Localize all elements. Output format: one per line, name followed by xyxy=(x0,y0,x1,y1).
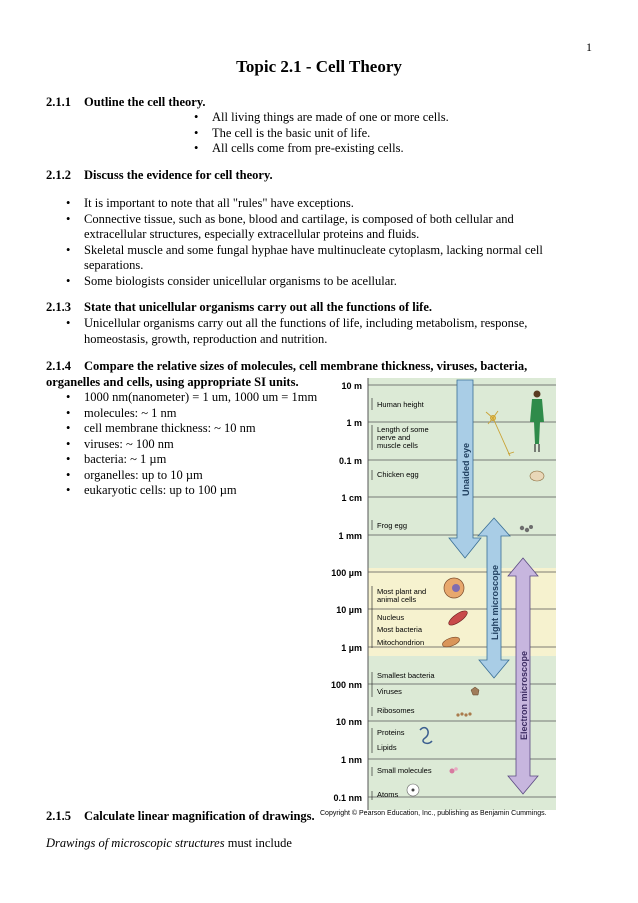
section-number: 2.1.3 xyxy=(46,300,71,314)
item-label: muscle cells xyxy=(377,441,418,450)
cell-theory-list xyxy=(190,110,510,157)
page-title: Topic 2.1 - Cell Theory xyxy=(236,57,402,76)
scale-label: 1 cm xyxy=(341,493,362,503)
scale-label: 10 nm xyxy=(335,717,362,727)
item-label: Human height xyxy=(377,400,424,409)
list-item: • Skeletal muscle and some fungal hyphae have multinucleate cytoplasm, lacking normal cell separations. xyxy=(62,243,550,274)
scale-label: 1 m xyxy=(346,418,362,428)
section-number: 2.1.4 xyxy=(46,359,71,373)
list-item: • All cells come from pre-existing cells. xyxy=(190,141,510,157)
scale-label: 10 µm xyxy=(336,605,362,615)
scale-label: 1 nm xyxy=(340,755,362,765)
scale-label: 100 nm xyxy=(330,680,362,690)
section-heading-2-1-2 xyxy=(46,168,273,183)
item-label: Viruses xyxy=(377,687,402,696)
list-item: • Some biologists consider unicellular organisms to be acellular. xyxy=(62,274,550,290)
list-item: • bacteria: ~ 1 µm xyxy=(62,452,342,468)
size-scale-figure xyxy=(318,378,563,810)
section-heading-2-1-5 xyxy=(46,809,315,824)
list-item: • 1000 nm(nanometer) = 1 um, 1000 um = 1mm xyxy=(62,390,342,406)
section-number: 2.1.1 xyxy=(46,95,71,109)
scale-label: 0.1 nm xyxy=(333,793,362,803)
list-item: • All living things are made of one or more cells. xyxy=(190,110,510,126)
item-label: Smallest bacteria xyxy=(377,671,435,680)
caption-italic: Drawings of microscopic structures xyxy=(46,836,225,850)
section-title: Outline the cell theory. xyxy=(84,95,206,109)
list-item: • Connective tissue, such as bone, blood and cartilage, is composed of both cellular and extracellular structures, especially extracellular proteins and fluids. xyxy=(62,212,550,243)
section-heading-2-1-3 xyxy=(46,300,432,315)
functions-list xyxy=(62,316,552,347)
item-label: Ribosomes xyxy=(377,706,415,715)
item-label: Frog egg xyxy=(377,521,408,530)
atom-icon xyxy=(407,784,419,796)
item-label: nerve and xyxy=(377,433,411,442)
item-label: animal cells xyxy=(377,595,417,604)
list-item: • The cell is the basic unit of life. xyxy=(190,126,510,142)
scale-label: 100 µm xyxy=(331,568,362,578)
caption-rest: must include xyxy=(224,836,292,850)
section-number: 2.1.5 xyxy=(46,809,71,823)
list-item: • Unicellular organisms carry out all the functions of life, including metabolism, response, homeostasis, growth, reproduction and nutrition. xyxy=(62,316,552,347)
item-label: Lipids xyxy=(377,743,397,752)
list-item: • cell membrane thickness: ~ 10 nm xyxy=(62,421,342,437)
scale-label: 1 mm xyxy=(338,531,362,541)
scale-label: 10 m xyxy=(341,381,362,391)
section-title: Calculate linear magnification of drawings. xyxy=(84,809,315,823)
scale-label: 1 µm xyxy=(341,643,362,653)
drawing-requirements-text xyxy=(46,836,292,851)
list-item: • It is important to note that all "rules" have exceptions. xyxy=(62,196,550,212)
section-number: 2.1.2 xyxy=(46,168,71,182)
item-label: Atoms xyxy=(377,790,399,799)
chicken-egg-icon xyxy=(530,471,544,481)
arrow-label: Unaided eye xyxy=(461,442,471,496)
item-label: Chicken egg xyxy=(377,470,419,479)
item-label: Most bacteria xyxy=(377,625,423,634)
item-label: Nucleus xyxy=(377,613,405,622)
list-item: • molecules: ~ 1 nm xyxy=(62,406,342,422)
arrow-label: Electron microscope xyxy=(519,650,529,740)
item-label: Proteins xyxy=(377,728,405,737)
item-label: Most plant and xyxy=(377,587,427,596)
evidence-list xyxy=(62,196,550,289)
sizes-list xyxy=(62,390,342,499)
item-label: Length of some xyxy=(377,425,429,434)
section-heading-2-1-1 xyxy=(46,95,206,110)
animal-cell-icon xyxy=(444,578,464,598)
list-item: • viruses: ~ 100 nm xyxy=(62,437,342,453)
section-title: State that unicellular organisms carry out all the functions of life. xyxy=(84,300,433,314)
item-label: Mitochondrion xyxy=(377,638,425,647)
list-item: • eukaryotic cells: up to 100 µm xyxy=(62,483,342,499)
page-number: 1 xyxy=(586,40,592,54)
figure-copyright: Copyright © Pearson Education, Inc., publishing as Benjamin Cummings. xyxy=(320,810,547,817)
section-title: Compare the relative sizes of molecules, cell membrane thickness, viruses, bacteria, organelles and cells, using appropriate SI units. xyxy=(46,359,528,389)
scale-label: 0.1 m xyxy=(338,456,362,466)
arrow-label: Light microscope xyxy=(490,564,500,640)
section-title: Discuss the evidence for cell theory. xyxy=(84,168,273,182)
item-label: Small molecules xyxy=(377,766,432,775)
list-item: • organelles: up to 10 µm xyxy=(62,468,342,484)
